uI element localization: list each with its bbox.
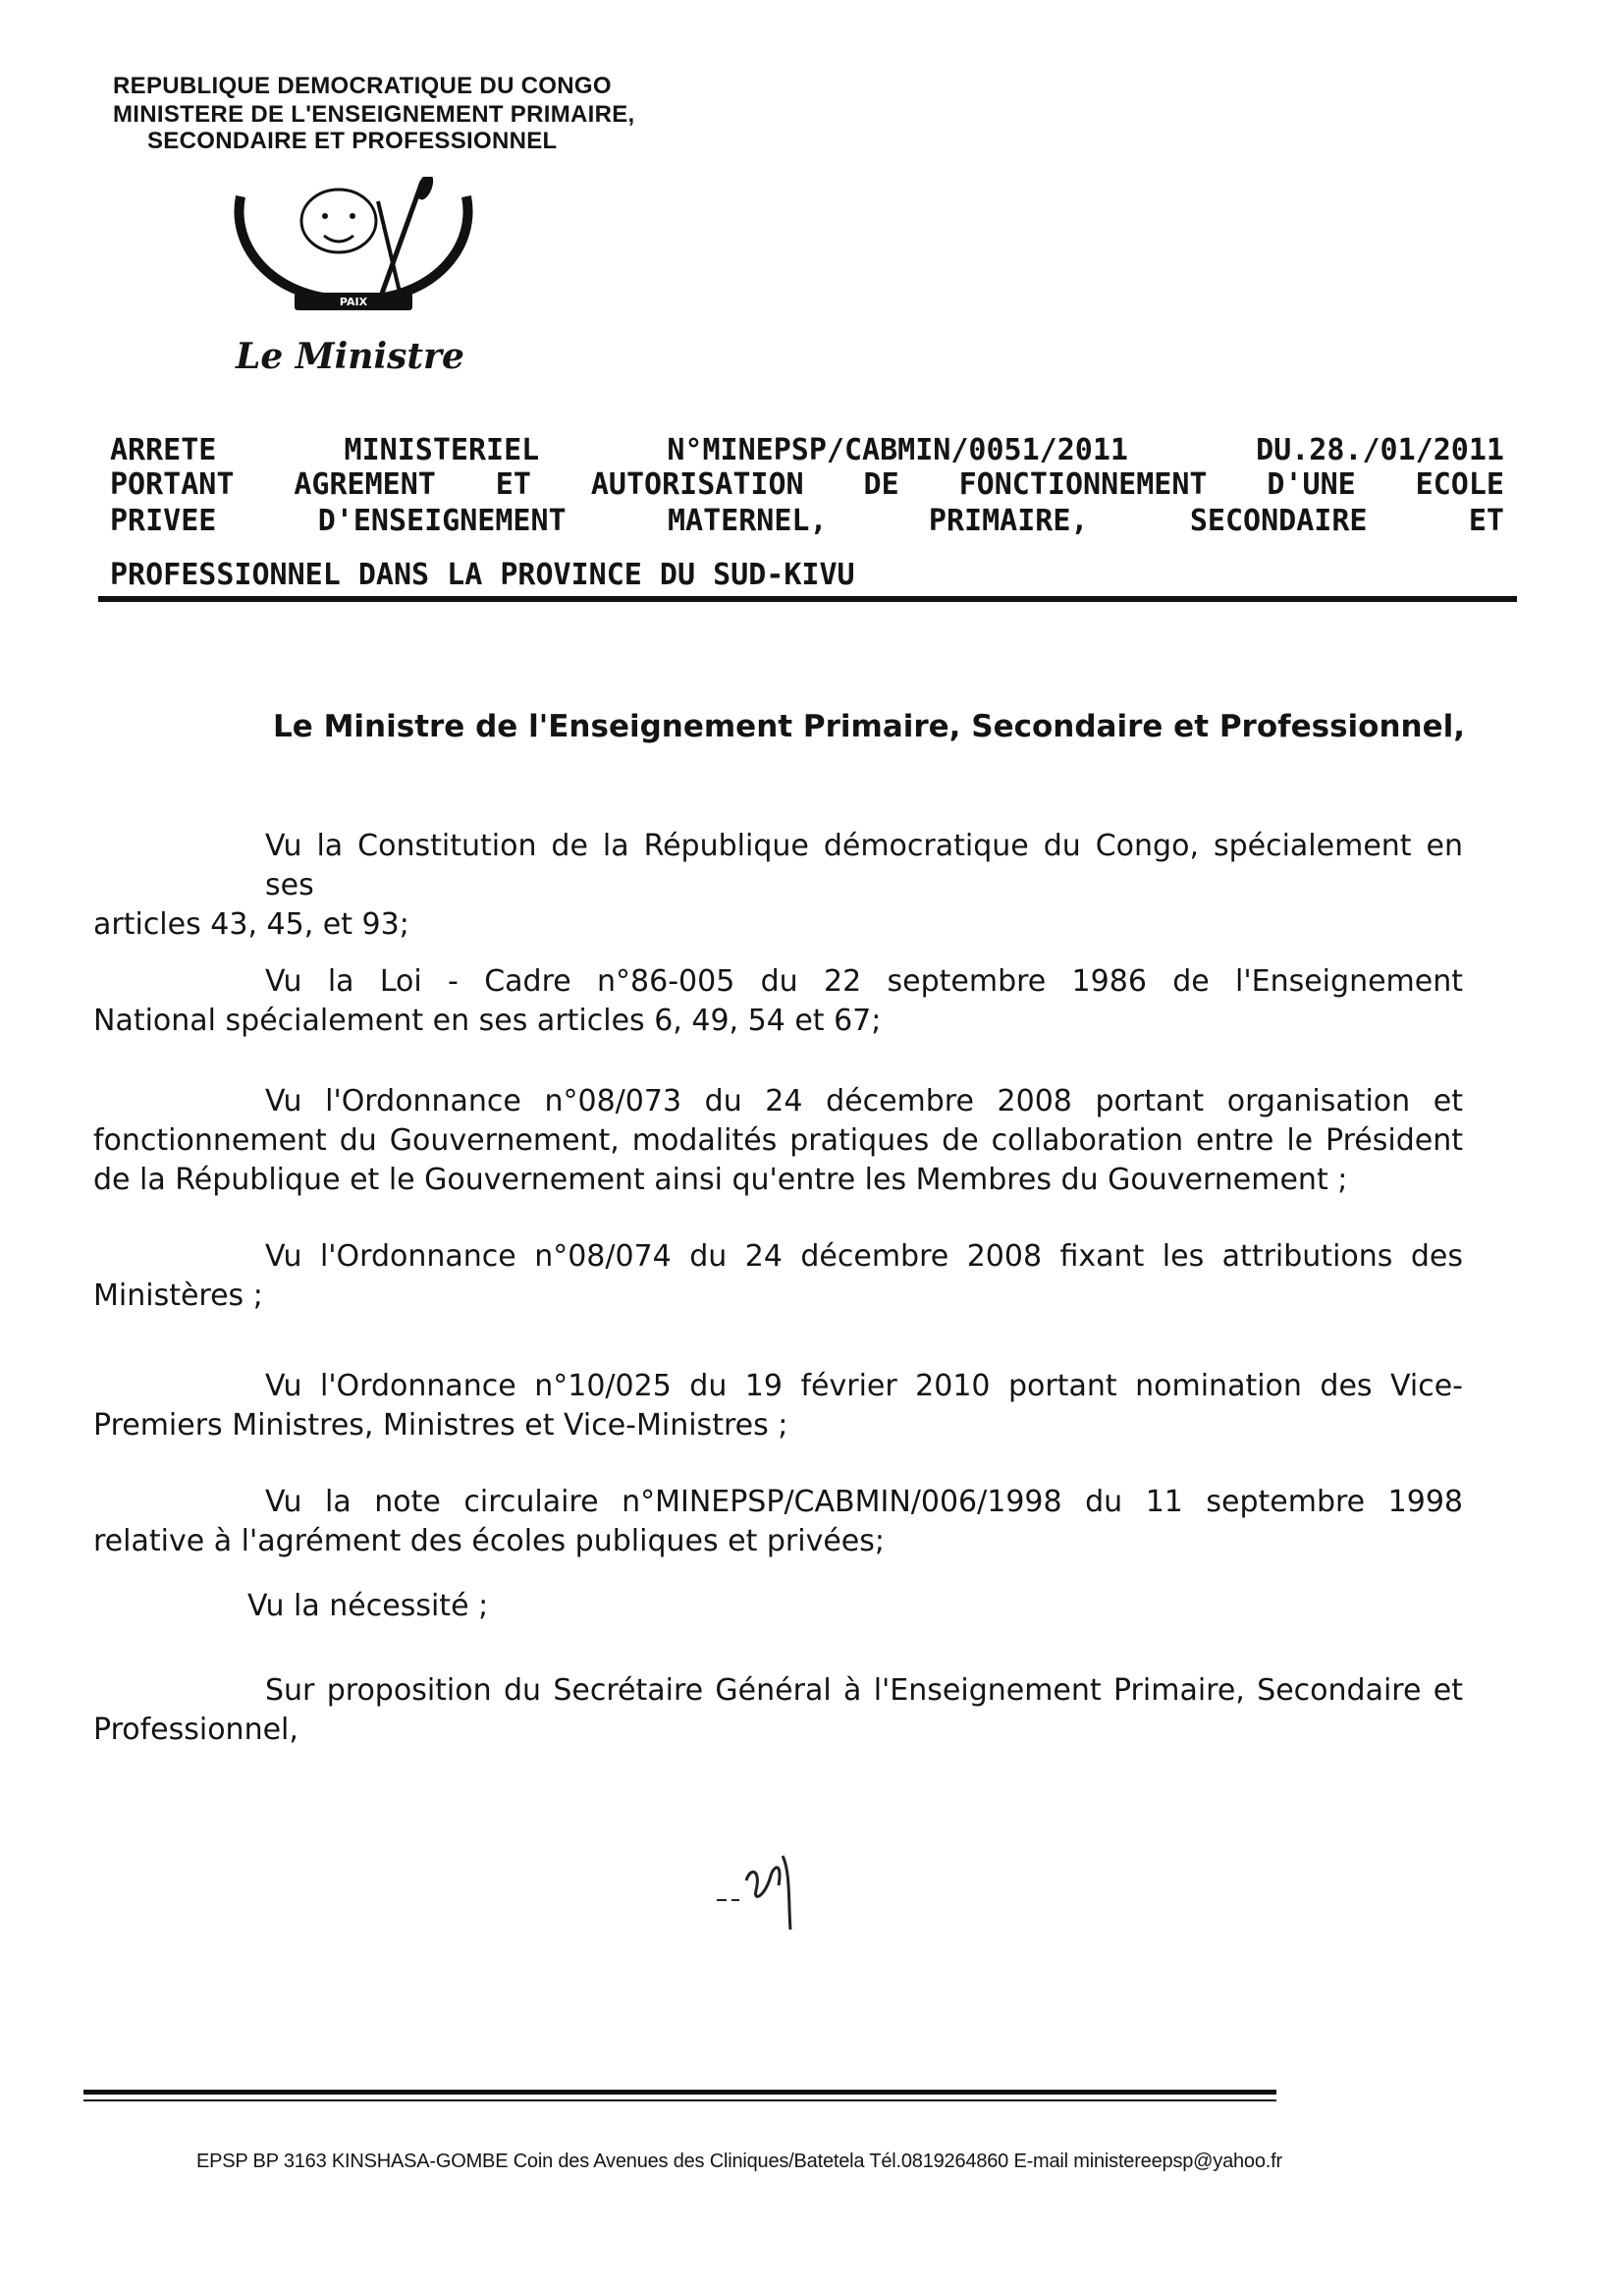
footer-address: EPSP BP 3163 KINSHASA-GOMBE Coin des Avenues des Cliniques/Batetela Tél.0819264860 E-mail ministereepsp@yahoo.fr bbox=[196, 2151, 1282, 2172]
paragraph-line: Vu la nécessité ; bbox=[247, 1589, 489, 1623]
paragraph-line: Vu la note circulaire n°MINEPSP/CABMIN/006/1998 du 11 septembre 1998 bbox=[265, 1485, 1463, 1519]
decree-title-line-4: PROFESSIONNEL DANS LA PROVINCE DU SUD-KIVU bbox=[110, 558, 855, 592]
header-ministry-cont: SECONDAIRE ET PROFESSIONNEL bbox=[147, 128, 558, 154]
paragraph-line: Vu l'Ordonnance n°08/074 du 24 décembre 2008 fixant les attributions des bbox=[265, 1239, 1463, 1274]
paragraph-line: Vu la Loi - Cadre n°86-005 du 22 septembre 1986 de l'Enseignement bbox=[265, 964, 1463, 999]
footer-rule bbox=[83, 2090, 1276, 2095]
paragraph-line: Professionnel, bbox=[93, 1713, 298, 1747]
le-ministre-heading: Le Ministre bbox=[236, 336, 464, 377]
footer-rule-thin bbox=[83, 2099, 1276, 2101]
decree-number: N°MINEPSP/CABMIN/0051/2011 bbox=[667, 433, 1128, 467]
decree-title-line-3: PRIVEE D'ENSEIGNEMENT MATERNEL, PRIMAIRE, SECONDAIRE ET bbox=[110, 504, 1504, 538]
header-ministry: MINISTERE DE L'ENSEIGNEMENT PRIMAIRE, bbox=[113, 101, 635, 128]
consideration-paragraph bbox=[93, 1587, 1463, 1626]
consideration-paragraph bbox=[93, 827, 1463, 945]
paragraph-line: de la République et le Gouvernement ainsi qu'entre les Membres du Gouvernement ; bbox=[93, 1163, 1348, 1197]
decree-type: ARRETE bbox=[110, 433, 217, 467]
consideration-paragraph bbox=[93, 1237, 1463, 1316]
consideration-paragraph bbox=[93, 1483, 1463, 1561]
decree-date: DU.28./01/2011 bbox=[1256, 433, 1504, 467]
svg-text:PAIX: PAIX bbox=[339, 296, 368, 308]
consideration-paragraph bbox=[93, 962, 1463, 1041]
paragraph-line: Premiers Ministres, Ministres et Vice-Ministres ; bbox=[93, 1408, 788, 1443]
title-underline bbox=[98, 596, 1517, 602]
decree-title-line-2: PORTANT AGREMENT ET AUTORISATION DE FONCTIONNEMENT D'UNE ECOLE bbox=[110, 467, 1504, 502]
paragraph-line: Vu l'Ordonnance n°10/025 du 19 février 2010 portant nomination des Vice- bbox=[265, 1369, 1463, 1403]
paragraph-line: articles 43, 45, et 93; bbox=[93, 907, 409, 942]
paragraph-line: relative à l'agrément des écoles publiques et privées; bbox=[93, 1524, 886, 1558]
consideration-paragraph bbox=[93, 1082, 1463, 1200]
paragraph-line: National spécialement en ses articles 6, 49, 54 et 67; bbox=[93, 1004, 882, 1038]
minister-line: Le Ministre de l'Enseignement Primaire, Secondaire et Professionnel, bbox=[273, 709, 1466, 744]
header-country: REPUBLIQUE DEMOCRATIQUE DU CONGO bbox=[113, 73, 612, 99]
paragraph-line: fonctionnement du Gouvernement, modalités pratiques de collaboration entre le Président bbox=[93, 1123, 1463, 1158]
paragraph-line: Sur proposition du Secrétaire Général à l'Enseignement Primaire, Secondaire et bbox=[265, 1673, 1463, 1708]
decree-title-line-1 bbox=[110, 432, 1504, 469]
paragraph-line: Vu la Constitution de la République démocratique du Congo, spécialement en ses bbox=[265, 829, 1463, 902]
coat-of-arms-emblem bbox=[231, 177, 476, 324]
consideration-paragraph bbox=[93, 1671, 1463, 1750]
decree-kind: MINISTERIEL bbox=[344, 433, 540, 467]
paragraph-line: Vu l'Ordonnance n°08/073 du 24 décembre 2008 portant organisation et bbox=[265, 1084, 1463, 1118]
paragraph-line: Ministères ; bbox=[93, 1279, 263, 1313]
initials-signature bbox=[712, 1826, 830, 1934]
consideration-paragraph bbox=[93, 1367, 1463, 1445]
